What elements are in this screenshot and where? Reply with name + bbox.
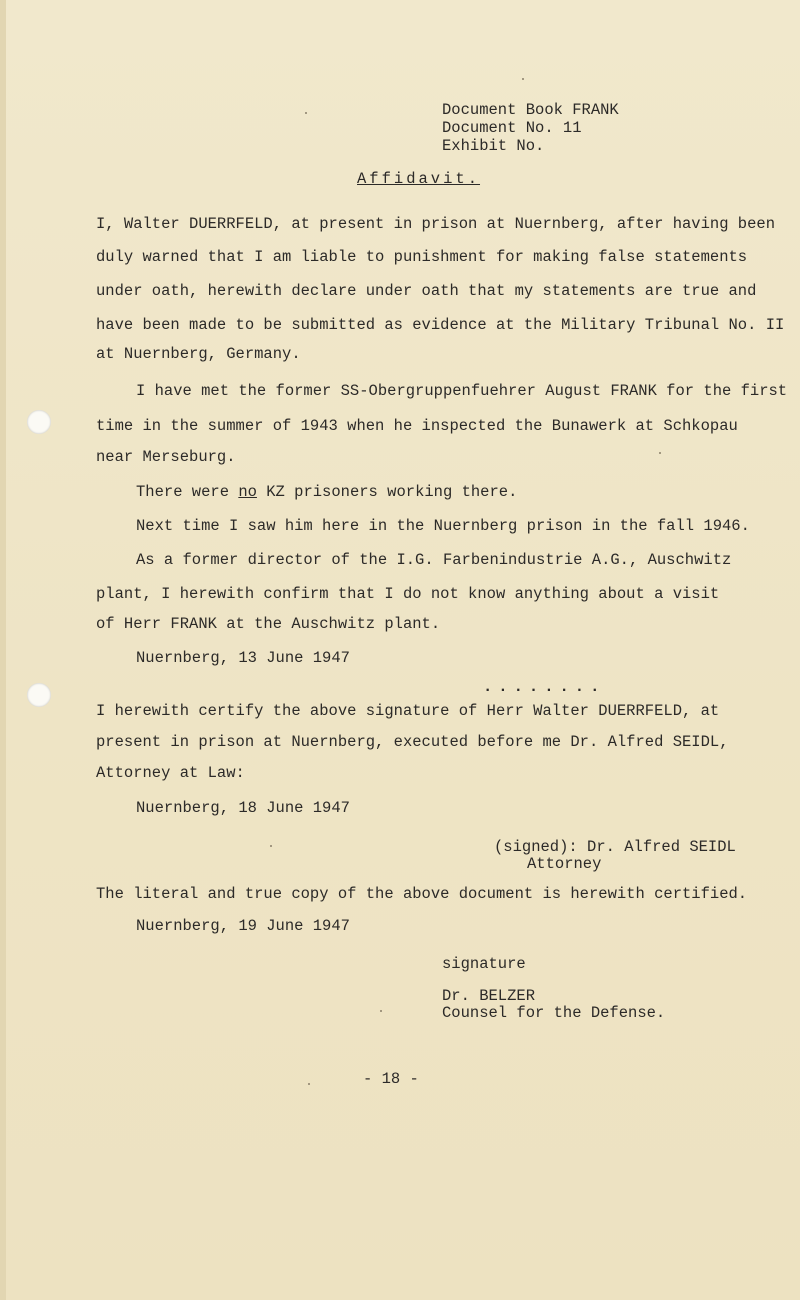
certification-line: I herewith certify the above signature of Herr Walter DUERRFELD, at [96,702,720,720]
paper-speck [659,452,661,454]
text-segment: KZ prisoners working there. [256,483,518,501]
copy-certification: The literal and true copy of the above document is herewith certified. [96,885,748,903]
page-number: - 18 - [363,1070,419,1088]
signature-label: signature [442,955,526,973]
paragraph-line: plant, I herewith confirm that I do not know anything about a visit [96,585,720,603]
exhibit-number-label: Exhibit No. [442,137,545,155]
text-segment: There were [136,483,239,501]
paper-speck [522,78,524,80]
paragraph-line: As a former director of the I.G. Farbenindustrie A.G., Auschwitz [136,551,732,569]
paper-speck [380,1010,382,1012]
paper-speck [308,1083,310,1085]
counsel-name: Dr. BELZER [442,987,536,1005]
paragraph-line [136,485,517,501]
punch-hole [27,683,51,707]
place-date: Nuernberg, 18 June 1947 [136,799,350,817]
paragraph-line: under oath, herewith declare under oath that my statements are true and [96,282,757,300]
signature-dots: ........ [483,678,606,696]
paragraph-line: duly warned that I am liable to punishment for making false statements [96,248,748,266]
document-title: Affidavit. [357,170,481,188]
paragraph-line: Next time I saw him here in the Nuernberg prison in the fall 1946. [136,517,750,535]
attorney-signature: (signed): Dr. Alfred SEIDL [494,838,736,856]
paper-speck [270,845,272,847]
counsel-role: Counsel for the Defense. [442,1004,666,1022]
paper-speck [305,112,307,114]
attorney-role: Attorney [527,855,602,873]
paragraph-line: have been made to be submitted as evidence at the Military Tribunal No. II [96,316,785,334]
paragraph-line: I have met the former SS-Obergruppenfuehrer August FRANK for the first [136,382,788,400]
document-number-label: Document No. 11 [442,119,582,137]
paragraph-line: at Nuernberg, Germany. [96,345,301,363]
paragraph-line: time in the summer of 1943 when he inspected the Bunawerk at Schkopau [96,417,738,435]
punch-hole [27,410,51,434]
certification-line: present in prison at Nuernberg, executed before me Dr. Alfred SEIDL, [96,733,729,751]
paragraph-line: near Merseburg. [96,448,236,466]
document-book-label: Document Book FRANK [442,101,619,119]
place-date: Nuernberg, 13 June 1947 [136,649,350,667]
paragraph-line: I, Walter DUERRFELD, at present in prison at Nuernberg, after having been [96,215,776,233]
certification-line: Attorney at Law: [96,764,245,782]
emphasis-text: no [238,483,257,501]
place-date: Nuernberg, 19 June 1947 [136,917,350,935]
paragraph-line: of Herr FRANK at the Auschwitz plant. [96,615,441,633]
